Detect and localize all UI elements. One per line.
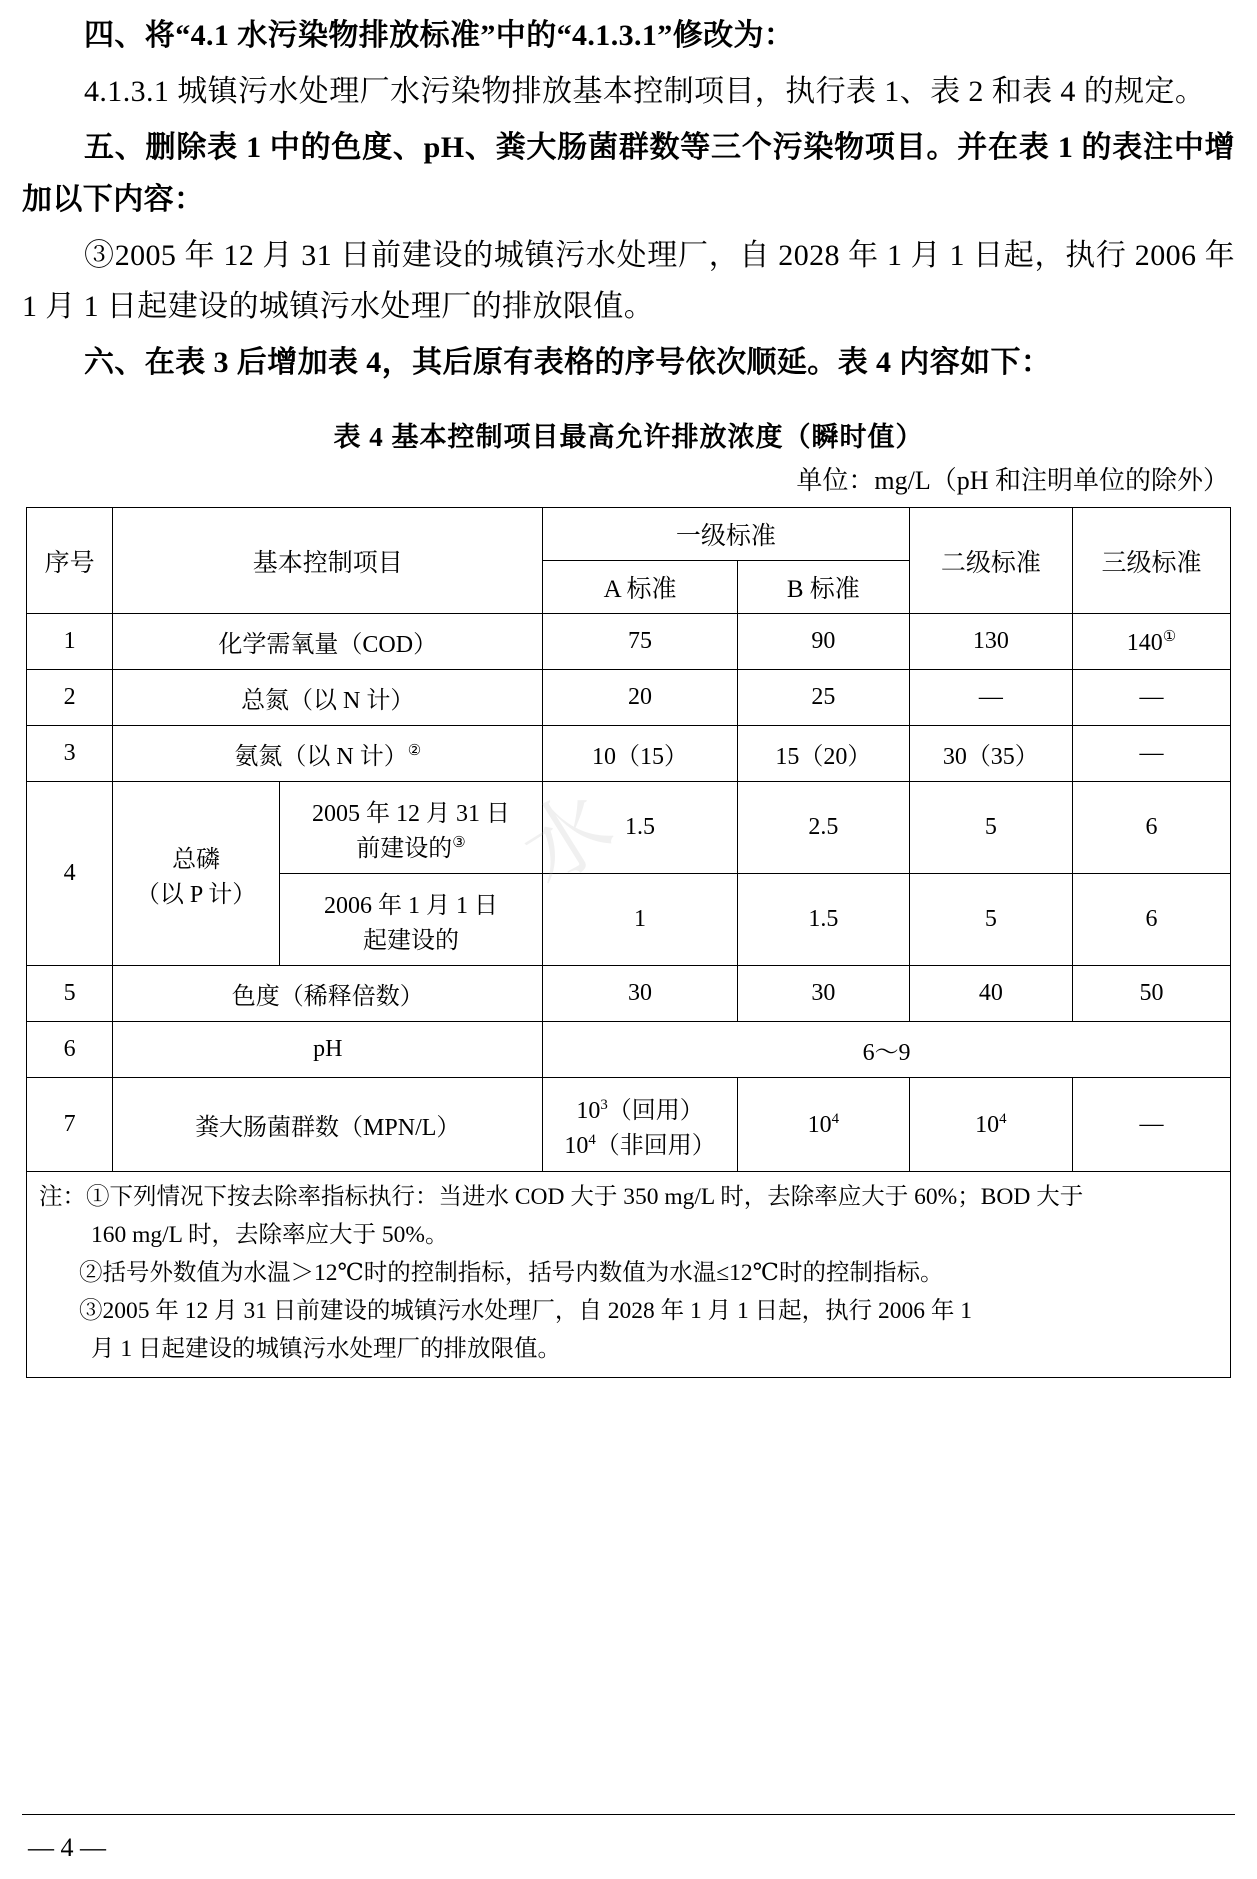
cell-level2-exp: 4 bbox=[999, 1110, 1007, 1127]
cell-subitem-line2: 起建设的 bbox=[362, 927, 459, 954]
cell-seq: 7 bbox=[27, 1078, 113, 1172]
cell-level2: 40 bbox=[909, 966, 1072, 1022]
cell-level2: 130 bbox=[909, 614, 1072, 670]
cell-level1a-line1-base: 10 bbox=[576, 1097, 601, 1124]
footnote-marker-3: ③ bbox=[452, 834, 466, 851]
cell-level1a: 10（15） bbox=[543, 726, 738, 782]
cell-seq: 2 bbox=[27, 670, 113, 726]
note-line-4: ③2005 年 12 月 31 日前建设的城镇污水处理厂，自 2028 年 1 月 1 日起，执行 2006 年 1 bbox=[79, 1298, 972, 1325]
table-notes-cell bbox=[27, 1172, 1231, 1377]
cell-subitem-line1: 2006 年 1 月 1 日 bbox=[323, 892, 498, 919]
cell-seq: 4 bbox=[27, 782, 113, 966]
footnote-marker-1: ① bbox=[1162, 628, 1177, 645]
cell-level3: 6 bbox=[1072, 874, 1230, 966]
cell-level1b: 30 bbox=[737, 966, 909, 1022]
cell-item-text: 氨氮（以 N 计） bbox=[234, 744, 408, 771]
cell-item-group-line2: （以 P 计） bbox=[135, 881, 257, 908]
cell-level1b: 2.5 bbox=[737, 782, 909, 874]
cell-level3 bbox=[1072, 614, 1230, 670]
cell-level1a: 1.5 bbox=[543, 782, 738, 874]
cell-subitem-line2: 前建设的 bbox=[356, 835, 453, 862]
cell-level2: 30（35） bbox=[909, 726, 1072, 782]
cell-level2: 5 bbox=[909, 874, 1072, 966]
cell-item: 色度（稀释倍数） bbox=[113, 966, 543, 1022]
cell-item-group-line1: 总磷 bbox=[172, 846, 221, 873]
table-row bbox=[27, 1022, 1231, 1078]
cell-level3-value: 140 bbox=[1126, 629, 1163, 656]
cell-level1a: 30 bbox=[543, 966, 738, 1022]
cell-merged-value: 6～9 bbox=[543, 1022, 1231, 1078]
header-seq: 序号 bbox=[27, 508, 113, 614]
table-notes-row bbox=[27, 1172, 1231, 1377]
cell-level1b: 25 bbox=[737, 670, 909, 726]
cell-level1a: 75 bbox=[543, 614, 738, 670]
header-level3: 三级标准 bbox=[1072, 508, 1230, 614]
cell-level1b bbox=[737, 1078, 909, 1172]
paragraph-note3: ③2005 年 12 月 31 日前建设的城镇污水处理厂，自 2028 年 1 月 1 日起，执行 2006 年 1 月 1 日起建设的城镇污水处理厂的排放限值。 bbox=[22, 238, 1235, 324]
cell-level1a-line2-base: 10 bbox=[564, 1132, 589, 1159]
cell-seq: 5 bbox=[27, 966, 113, 1022]
cell-item: 总氮（以 N 计） bbox=[113, 670, 543, 726]
cell-level3: — bbox=[1072, 1078, 1230, 1172]
table-notes bbox=[27, 1172, 1230, 1376]
cell-seq: 3 bbox=[27, 726, 113, 782]
paragraph-four: 四、将“4.1 水污染物排放标准”中的“4.1.3.1”修改为： bbox=[84, 19, 795, 52]
cell-subitem bbox=[279, 874, 542, 966]
cell-item-group bbox=[113, 782, 279, 966]
table-row bbox=[27, 670, 1231, 726]
cell-level1b-exp: 4 bbox=[831, 1110, 840, 1127]
footnote-marker-2: ② bbox=[407, 743, 422, 760]
cell-level2-base: 10 bbox=[975, 1111, 1000, 1138]
page-number: — 4 — bbox=[28, 1833, 106, 1862]
header-item: 基本控制项目 bbox=[113, 508, 543, 614]
cell-level2: — bbox=[909, 670, 1072, 726]
note-line-5: 月 1 日起建设的城镇污水处理厂的排放限值。 bbox=[91, 1336, 561, 1363]
cell-level2 bbox=[909, 1078, 1072, 1172]
cell-level1a-line2-exp: 4 bbox=[588, 1131, 596, 1148]
cell-level1a-line1-exp: 3 bbox=[600, 1096, 608, 1113]
cell-level3: — bbox=[1072, 670, 1230, 726]
cell-item: 粪大肠菌群数（MPN/L） bbox=[113, 1078, 543, 1172]
cell-seq: 1 bbox=[27, 614, 113, 670]
header-level1-b: B 标准 bbox=[737, 561, 909, 614]
note-line-2: 160 mg/L 时，去除率应大于 50%。 bbox=[91, 1222, 449, 1249]
header-level1: 一级标准 bbox=[543, 508, 910, 561]
cell-item: 化学需氧量（COD） bbox=[113, 614, 543, 670]
emission-limits-table bbox=[26, 507, 1231, 1377]
cell-item: pH bbox=[113, 1022, 543, 1078]
table-row bbox=[27, 966, 1231, 1022]
cell-level1a-line1-tail: （回用） bbox=[607, 1097, 704, 1124]
table-row bbox=[27, 614, 1231, 670]
paragraph-six: 六、在表 3 后增加表 4，其后原有表格的序号依次顺延。表 4 内容如下： bbox=[84, 346, 1052, 380]
table-title: 表 4 基本控制项目最高允许排放浓度（瞬时值） bbox=[333, 422, 924, 453]
paragraph-4131: 4.1.3.1 城镇污水处理厂水污染物排放基本控制项目，执行表 1、表 2 和表 4 的规定。 bbox=[84, 74, 1206, 108]
cell-level1a bbox=[543, 1078, 738, 1172]
cell-level3: — bbox=[1072, 726, 1230, 782]
cell-level1b: 90 bbox=[737, 614, 909, 670]
cell-subitem bbox=[279, 782, 542, 874]
cell-seq: 6 bbox=[27, 1022, 113, 1078]
table-row bbox=[27, 726, 1231, 782]
cell-level1b: 15（20） bbox=[737, 726, 909, 782]
header-level1-a: A 标准 bbox=[543, 561, 738, 614]
cell-level2: 5 bbox=[909, 782, 1072, 874]
cell-level1a: 1 bbox=[543, 874, 738, 966]
note-line-1: 注：①下列情况下按去除率指标执行：当进水 COD 大于 350 mg/L 时，去除率应大于 60%；BOD 大于 bbox=[39, 1184, 1084, 1211]
cell-level1b-base: 10 bbox=[807, 1111, 832, 1138]
cell-level1b: 1.5 bbox=[737, 874, 909, 966]
cell-level3: 50 bbox=[1072, 966, 1230, 1022]
paragraph-five: 五、删除表 1 中的色度、pH、粪大肠菌群数等三个污染物项目。并在表 1 的表注中增加以下内容： bbox=[22, 130, 1235, 216]
cell-subitem-line1: 2005 年 12 月 31 日 bbox=[311, 800, 510, 827]
note-line-3: ②括号外数值为水温＞12℃时的控制指标，括号内数值为水温≤12℃时的控制指标。 bbox=[79, 1260, 944, 1287]
header-level2: 二级标准 bbox=[909, 508, 1072, 614]
table-row bbox=[27, 782, 1231, 874]
cell-level1a: 20 bbox=[543, 670, 738, 726]
table-header-row-1 bbox=[27, 508, 1231, 561]
cell-level3: 6 bbox=[1072, 782, 1230, 874]
watermark-text: 水 bbox=[505, 775, 630, 903]
cell-item bbox=[113, 726, 543, 782]
footer-divider bbox=[22, 1814, 1235, 1815]
table-row bbox=[27, 1078, 1231, 1172]
cell-level1a-line2-tail: （非回用） bbox=[595, 1132, 716, 1159]
table-unit-note: 单位：mg/L（pH 和注明单位的除外） bbox=[796, 466, 1229, 496]
